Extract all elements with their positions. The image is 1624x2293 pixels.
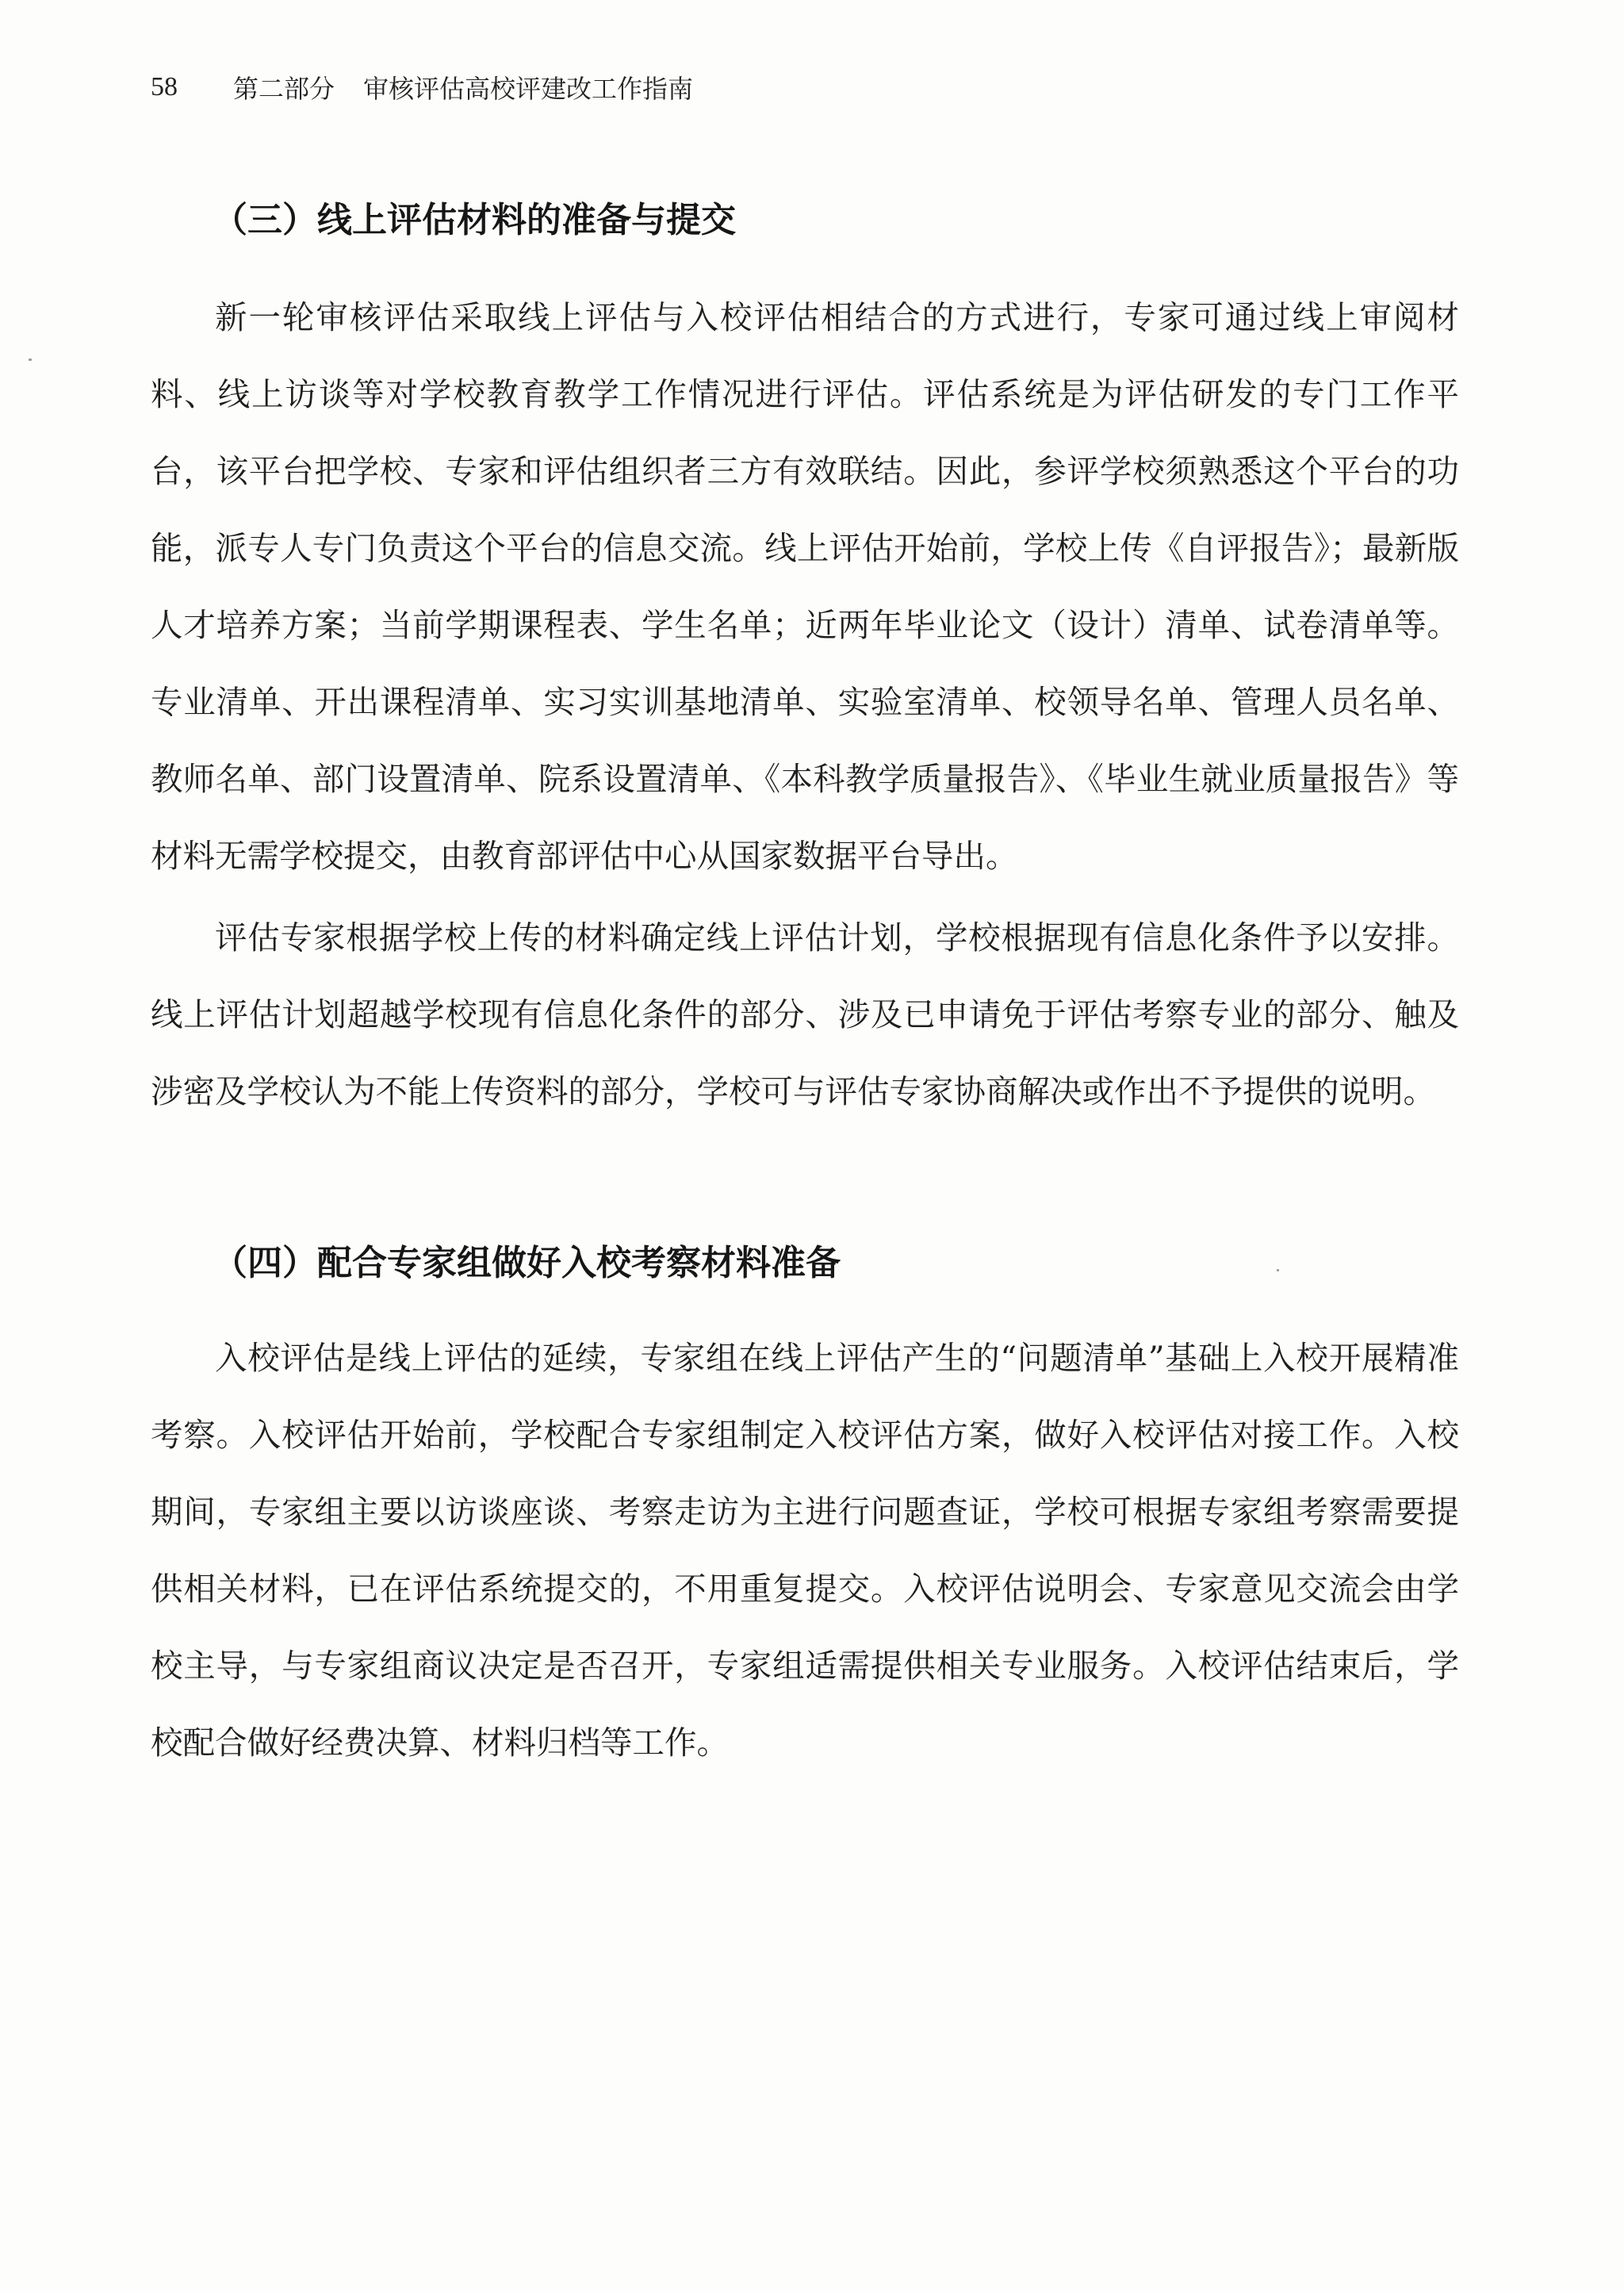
paragraph-onsite-review: 入校评估是线上评估的延续，专家组在线上评估产生的“问题清单”基础上入校开展精准考察。入校评估开始前，学校配合专家组制定入校评估方案，做好入校评估对接工作。入校期间，专家组主要以访谈座谈、考察走访为主进行问题查证，学校可根据专家组考察需要提供相关材料，已在评估系统提交的，不用重复提交。入校评估说明会、专家意见交流会由学校主导，与专家组商议决定是否召开，专家组适需提供相关专业服务。入校评估结束后，学校配合做好经费决算、材料归档等工作。 bbox=[151, 1339, 1459, 1762]
section-heading-4: （四）配合专家组做好入校考察材料准备 bbox=[213, 1243, 841, 1283]
scan-speck bbox=[29, 359, 32, 361]
page-number: 58 bbox=[151, 72, 178, 102]
paragraph-online-plan: 评估专家根据学校上传的材料确定线上评估计划，学校根据现有信息化条件予以安排。线上评估计划超越学校现有信息化条件的部分、涉及已申请免于评估考察专业的部分、触及涉密及学校认为不能上传资料的部分，学校可与评估专家协商解决或作出不予提供的说明。 bbox=[151, 918, 1459, 1110]
part-label: 第二部分 bbox=[233, 74, 335, 104]
book-title: 审核评估高校评建改工作指南 bbox=[363, 74, 694, 104]
scan-speck bbox=[1277, 1269, 1279, 1271]
section-heading-3: （三）线上评估材料的准备与提交 bbox=[213, 200, 736, 240]
paragraph-online-materials: 新一轮审核评估采取线上评估与入校评估相结合的方式进行，专家可通过线上审阅材料、线上访谈等对学校教育教学工作情况进行评估。评估系统是为评估研发的专门工作平台，该平台把学校、专家和评估组织者三方有效联结。因此，参评学校须熟悉这个平台的功能，派专人专门负责这个平台的信息交流。线上评估开始前，学校上传《自评报告》；最新版人才培养方案；当前学期课程表、学生名单；近两年毕业论文（设计）清单、试卷清单等。专业清单、开出课程清单、实习实训基地清单、实验室清单、校领导名单、管理人员名单、教师名单、部门设置清单、院系设置清单、《本科教学质量报告》、《毕业生就业质量报告》等材料无需学校提交，由教育部评估中心从国家数据平台导出。 bbox=[151, 298, 1459, 875]
running-header bbox=[151, 63, 693, 111]
